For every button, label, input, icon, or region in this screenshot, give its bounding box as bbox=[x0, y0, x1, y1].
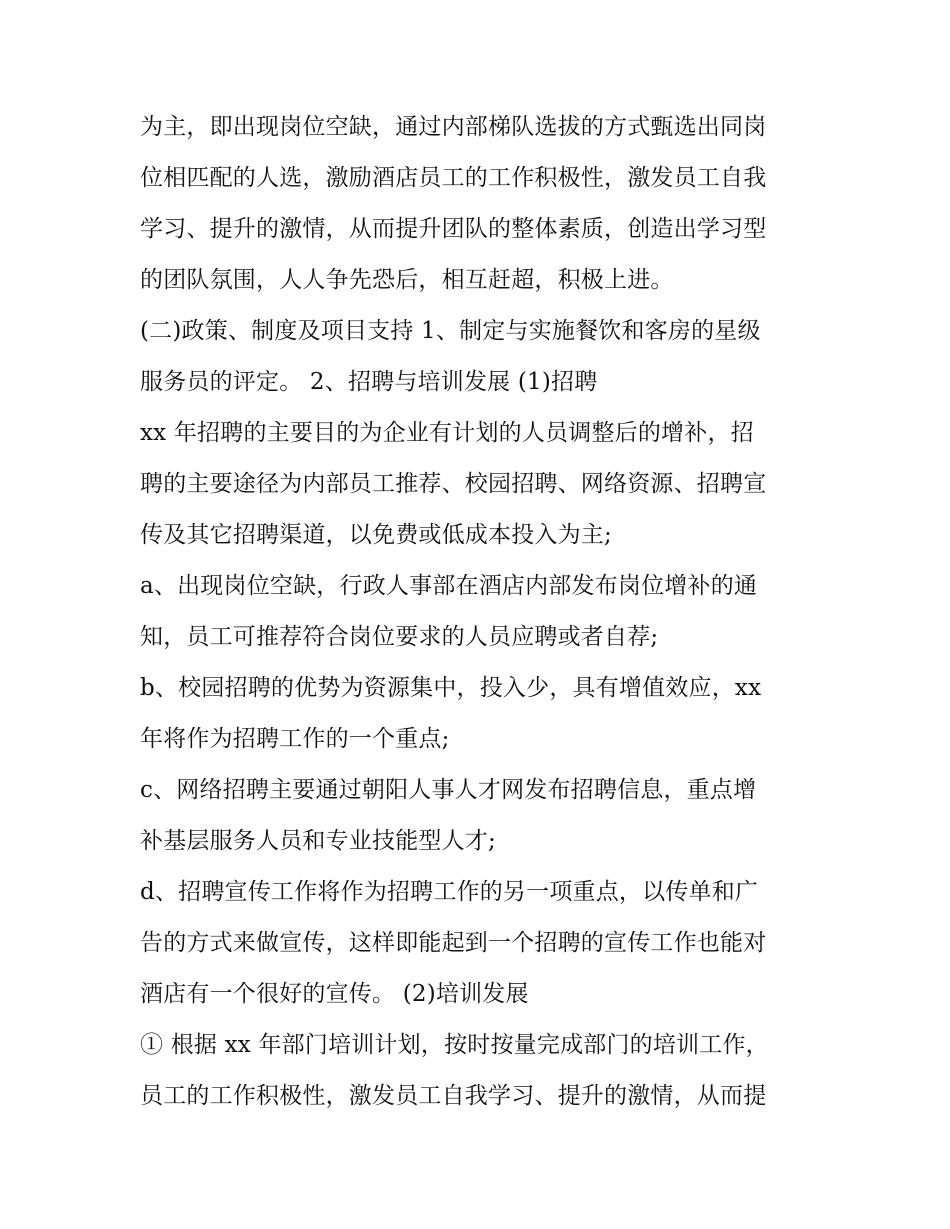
text-line: xx 年招聘的主要目的为企业有计划的人员调整后的增补，招 bbox=[140, 420, 754, 446]
text-line: 的团队氛围，人人争先恐后，相互赶超，积极上进。 bbox=[140, 267, 674, 293]
text-line: 酒店有一个很好的宣传。 (2)培训发展 bbox=[140, 981, 529, 1007]
text-line: 告的方式来做宣传，这样即能起到一个招聘的宣传工作也能对 bbox=[140, 930, 767, 956]
text-line: ① 根据 xx 年部门培训计划，按时按量完成部门的培训工作， bbox=[140, 1032, 769, 1058]
text-line: 为主，即出现岗位空缺，通过内部梯队选拔的方式甄选出同岗 bbox=[140, 114, 767, 140]
text-line: 服务员的评定。 2、招聘与培训发展 (1)招聘 bbox=[140, 369, 598, 395]
text-line: d、招聘宣传工作将作为招聘工作的另一项重点，以传单和广 bbox=[140, 879, 759, 905]
text-line: c、网络招聘主要通过朝阳人事人才网发布招聘信息，重点增 bbox=[140, 777, 757, 803]
text-line: b、校园招聘的优势为资源集中，投入少，具有增值效应，xx bbox=[140, 675, 762, 701]
text-line: 员工的工作积极性，激发员工自我学习、提升的激情，从而提 bbox=[140, 1083, 767, 1109]
document-body bbox=[140, 102, 830, 1122]
text-line: 学习、提升的激情，从而提升团队的整体素质，创造出学习型 bbox=[140, 216, 767, 242]
text-line: 补基层服务人员和专业技能型人才; bbox=[140, 828, 496, 854]
text-line: 年将作为招聘工作的一个重点; bbox=[140, 726, 450, 752]
text-line: 聘的主要途径为内部员工推荐、校园招聘、网络资源、招聘宣 bbox=[140, 471, 767, 497]
text-line: 传及其它招聘渠道，以免费或低成本投入为主; bbox=[140, 522, 612, 548]
text-line: 位相匹配的人选，激励酒店员工的工作积极性，激发员工自我 bbox=[140, 165, 767, 191]
text-line: 知，员工可推荐符合岗位要求的人员应聘或者自荐; bbox=[140, 624, 659, 650]
text-line: (二)政策、制度及项目支持 1、制定与实施餐饮和客房的星级 bbox=[140, 318, 761, 344]
text-line: a、出现岗位空缺，行政人事部在酒店内部发布岗位增补的通 bbox=[140, 573, 758, 599]
